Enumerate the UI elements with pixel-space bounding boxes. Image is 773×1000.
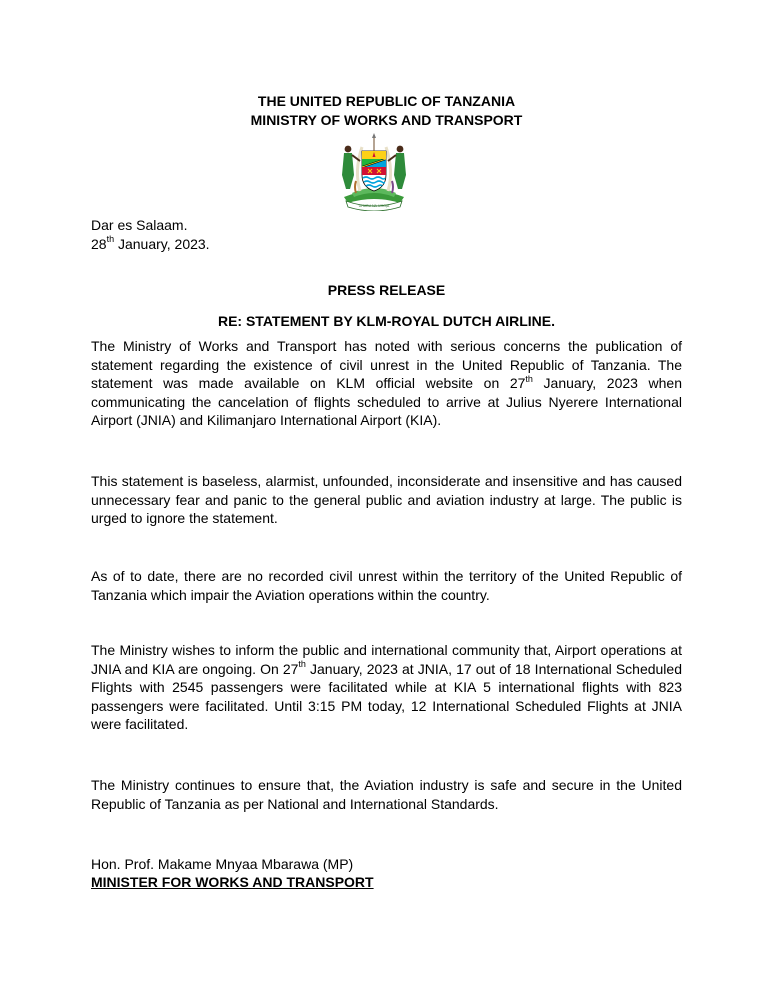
place: Dar es Salaam. [91, 217, 188, 233]
paragraph-1: The Ministry of Works and Transport has noted with serious concerns the publication of statement regarding the existence of civil unrest in the United Republic of Tanzania. The statement was made available on KLM official website on 27th January, 2023 when communicating the cancelation of flights scheduled to arrive at Julius Nyerere International Airport (JNIA) and Kilimanjaro International Airport (KIA). [91, 338, 682, 429]
paragraph-5: The Ministry continues to ensure that, the Aviation industry is safe and secure in the United Republic of Tanzania as per National and International Standards. [91, 777, 682, 812]
signatory-title: MINISTER FOR WORKS AND TRANSPORT [91, 874, 374, 890]
subject-line: RE: STATEMENT BY KLM-ROYAL DUTCH AIRLINE. [217, 313, 556, 329]
letterhead [0, 92, 773, 130]
release-date: 28th January, 2023. [91, 234, 210, 252]
paragraph-2: This statement is baseless, alarmist, unfounded, inconsiderate and insensitive and has caused unnecessary fear and panic to the general public and aviation industry at large. The public is urged to ignore the statement. [91, 473, 682, 527]
paragraph-3: As of to date, there are no recorded civil unrest within the territory of the United Republic of Tanzania which impair the Aviation operations within the country. [91, 568, 682, 603]
press-release-heading: PRESS RELEASE [327, 282, 446, 298]
tanzania-coat-of-arms-icon [330, 131, 418, 211]
ministry-name: MINISTRY OF WORKS AND TRANSPORT [250, 112, 523, 128]
paragraph-4: The Ministry wishes to inform the public and international community that, Airport operations at JNIA and KIA are ongoing. On 27th January, 2023 at JNIA, 17 out of 18 International Scheduled Flights with 2545 passengers were facilitated while at KIA 5 international flights with 823 passengers were facilitated. Until 3:15 PM today, 12 International Scheduled Flights at JNIA were facilitated. [91, 642, 682, 733]
signatory-name: Hon. Prof. Makame Mnyaa Mbarawa (MP) [91, 856, 354, 872]
svg-text:UHURU NA UMOJA: UHURU NA UMOJA [358, 204, 390, 208]
country-name: THE UNITED REPUBLIC OF TANZANIA [257, 93, 516, 109]
date-block [91, 216, 210, 254]
